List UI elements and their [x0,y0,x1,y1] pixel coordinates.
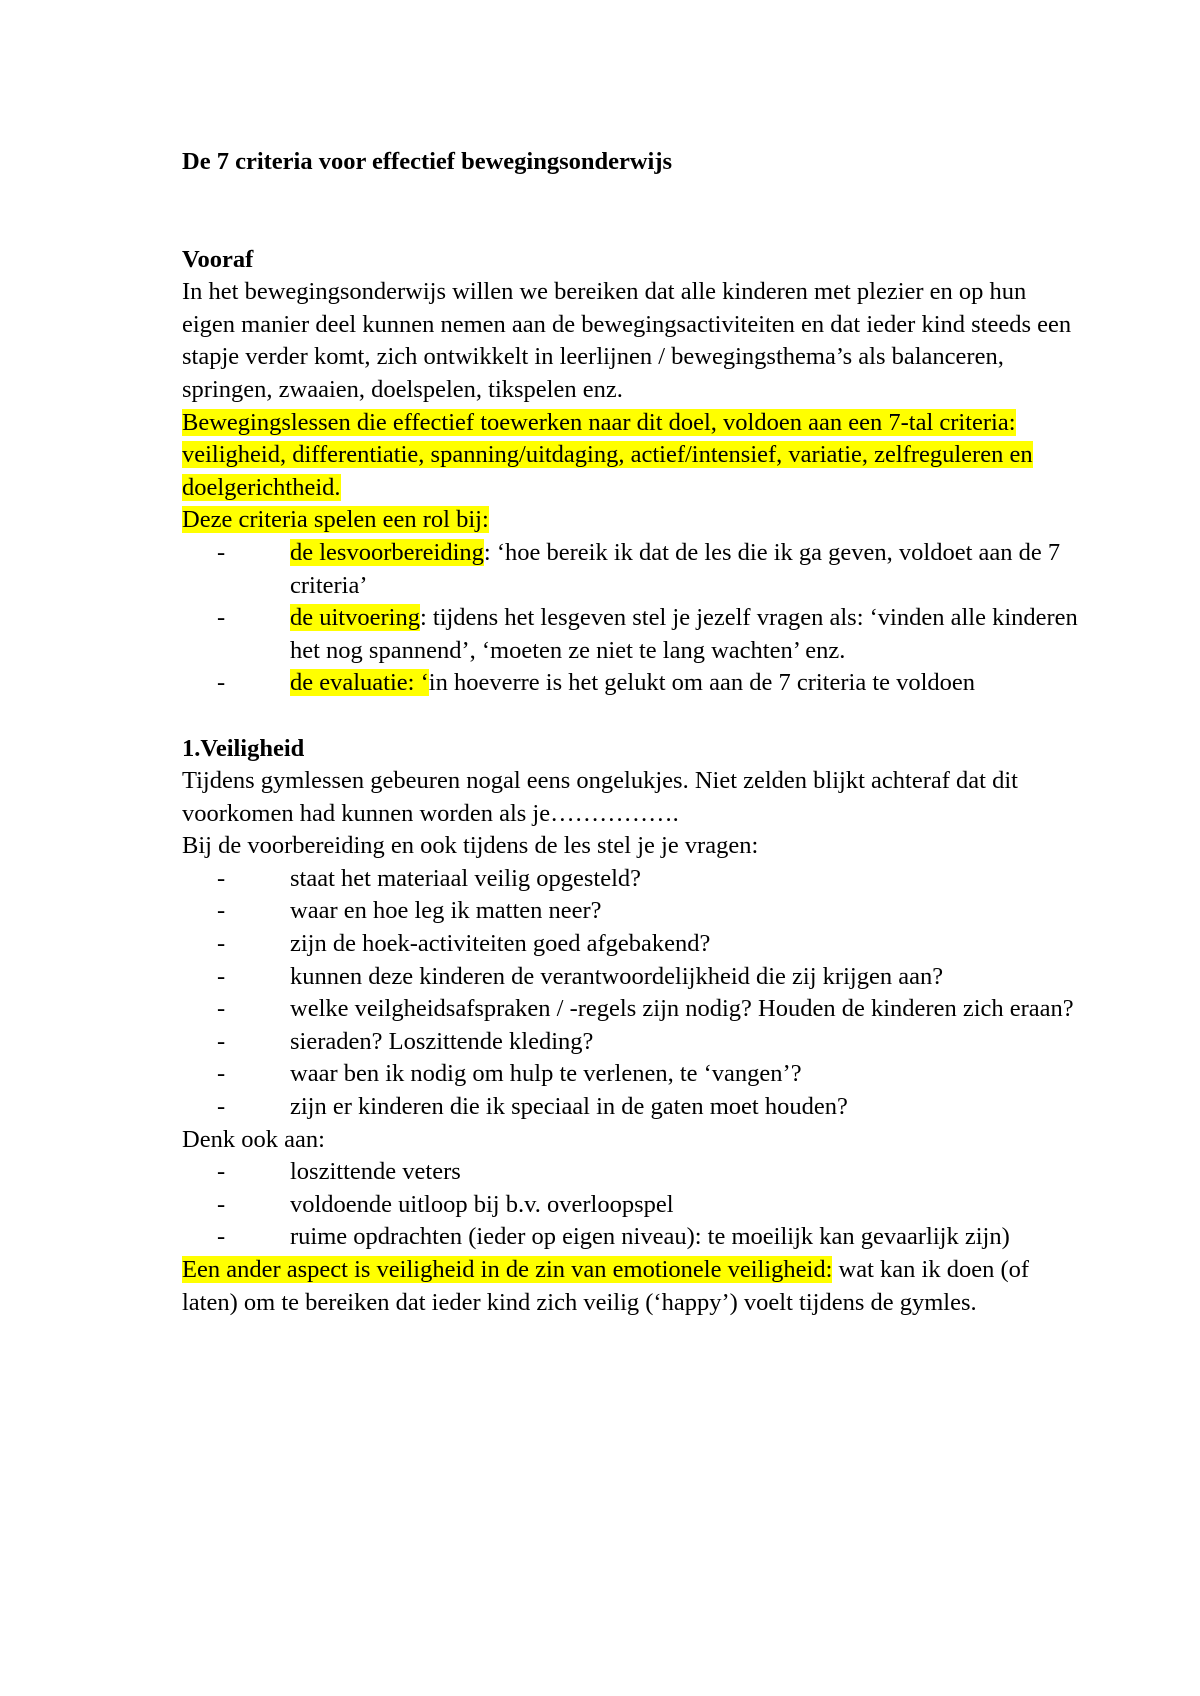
list-item-label: de uitvoering [290,604,420,632]
list-item [182,1189,1082,1222]
list-item-text: voldoende uitloop bij b.v. overloopspel [290,1190,674,1218]
criteria-list [182,537,1082,700]
list-item-text: kunnen deze kinderen de verantwoordelijkheid die zij krijgen aan? [290,962,944,990]
list-dash: - [217,930,226,958]
list-item-text: zijn de hoek-activiteiten goed afgebakend? [290,930,711,958]
list-item [182,993,1082,1026]
emotional-safety-text: wat kan ik doen (of laten) om te bereiken dat ieder kind zich veilig (‘happy’) voelt tijdens de gymles. [182,1256,1030,1316]
list-item [182,667,1082,700]
list-item [182,1221,1082,1254]
list-item-text: zijn er kinderen die ik speciaal in de gaten moet houden? [290,1093,848,1121]
list-item [182,1026,1082,1059]
questions-list [182,863,1082,1124]
highlighted-text: Deze criteria spelen een rol bij: [182,506,489,534]
list-dash: - [217,1190,226,1218]
section-heading-vooraf: Vooraf [182,245,254,273]
list-dash: - [217,1093,226,1121]
veiligheid-paragraph: Tijdens gymlessen gebeuren nogal eens ongelukjes. Niet zelden blijkt achteraf dat dit voorkomen had kunnen worden als je……………. [182,767,1018,827]
criteria-intro [182,504,1082,537]
list-item [182,537,1082,602]
document-body [182,146,1082,1319]
list-dash: - [217,669,226,697]
list-item-label: de lesvoorbereiding [290,538,484,566]
questions-intro: Bij de voorbereiding en ook tijdens de les stel je je vragen: [182,832,759,860]
list-item-text: waar ben ik nodig om hulp te verlenen, te ‘vangen’? [290,1060,802,1088]
list-item [182,863,1082,896]
list-item-text: : ‘hoe bereik ik dat de les die ik ga geven, voldoet aan de 7 criteria’ [290,538,1061,599]
list-item [182,1058,1082,1091]
list-item-text: welke veilgheidsafspraken / -regels zijn nodig? Houden de kinderen zich eraan? [290,995,1074,1023]
list-dash: - [217,1223,226,1251]
vooraf-highlight-paragraph [182,407,1082,505]
list-item-text: in hoeverre is het gelukt om aan de 7 criteria te voldoen [428,669,976,697]
list-dash: - [217,538,226,566]
list-item-text: loszittende veters [290,1158,461,1186]
spacer [182,179,1082,244]
list-item-text: sieraden? Loszittende kleding? [290,1027,594,1055]
list-item [182,602,1082,667]
list-dash: - [217,604,226,632]
also-list [182,1156,1082,1254]
vooraf-paragraph: In het bewegingsonderwijs willen we bereiken dat alle kinderen met plezier en op hun eigen manier deel kunnen nemen aan de bewegingsactiviteiten en dat ieder kind steeds een stapje verder komt, zich ontwikkelt in leerlijnen / bewegingsthema’s als balanceren, springen, zwaaien, doelspelen, tikspelen enz. [182,278,1072,403]
list-dash: - [217,1158,226,1186]
list-item-text: ruime opdrachten (ieder op eigen niveau): te moeilijk kan gevaarlijk zijn) [290,1223,1010,1251]
document-title: De 7 criteria voor effectief bewegingsonderwijs [182,148,673,175]
list-dash: - [217,1060,226,1088]
list-dash: - [217,864,226,892]
list-dash: - [217,1027,226,1055]
also-intro: Denk ook aan: [182,1125,325,1153]
spacer [182,700,1082,733]
list-dash: - [217,897,226,925]
list-item-label: de evaluatie: ‘ [290,669,429,697]
list-item [182,895,1082,928]
list-dash: - [217,995,226,1023]
list-item [182,1091,1082,1124]
list-item-text: waar en hoe leg ik matten neer? [290,897,602,925]
emotional-safety-paragraph [182,1254,1082,1319]
list-item [182,1156,1082,1189]
list-item-text: : tijdens het lesgeven stel je jezelf vragen als: ‘vinden alle kinderen het nog spannend’, ‘moeten ze niet te lang wachten’ enz. [290,604,1078,664]
list-item [182,928,1082,961]
list-item [182,961,1082,994]
highlighted-text: Bewegingslessen die effectief toewerken naar dit doel, voldoen aan een 7-tal criteria: veiligheid, differentiatie, spanning/uitdaging, actief/intensief, variatie, zelfreguleren en doelgerichtheid. [182,408,1033,501]
list-dash: - [217,962,226,990]
highlighted-text: Een ander aspect is veiligheid in de zin van emotionele veiligheid: [182,1256,833,1283]
list-item-text: staat het materiaal veilig opgesteld? [290,864,642,892]
section-heading-veiligheid: 1.Veiligheid [182,734,305,762]
